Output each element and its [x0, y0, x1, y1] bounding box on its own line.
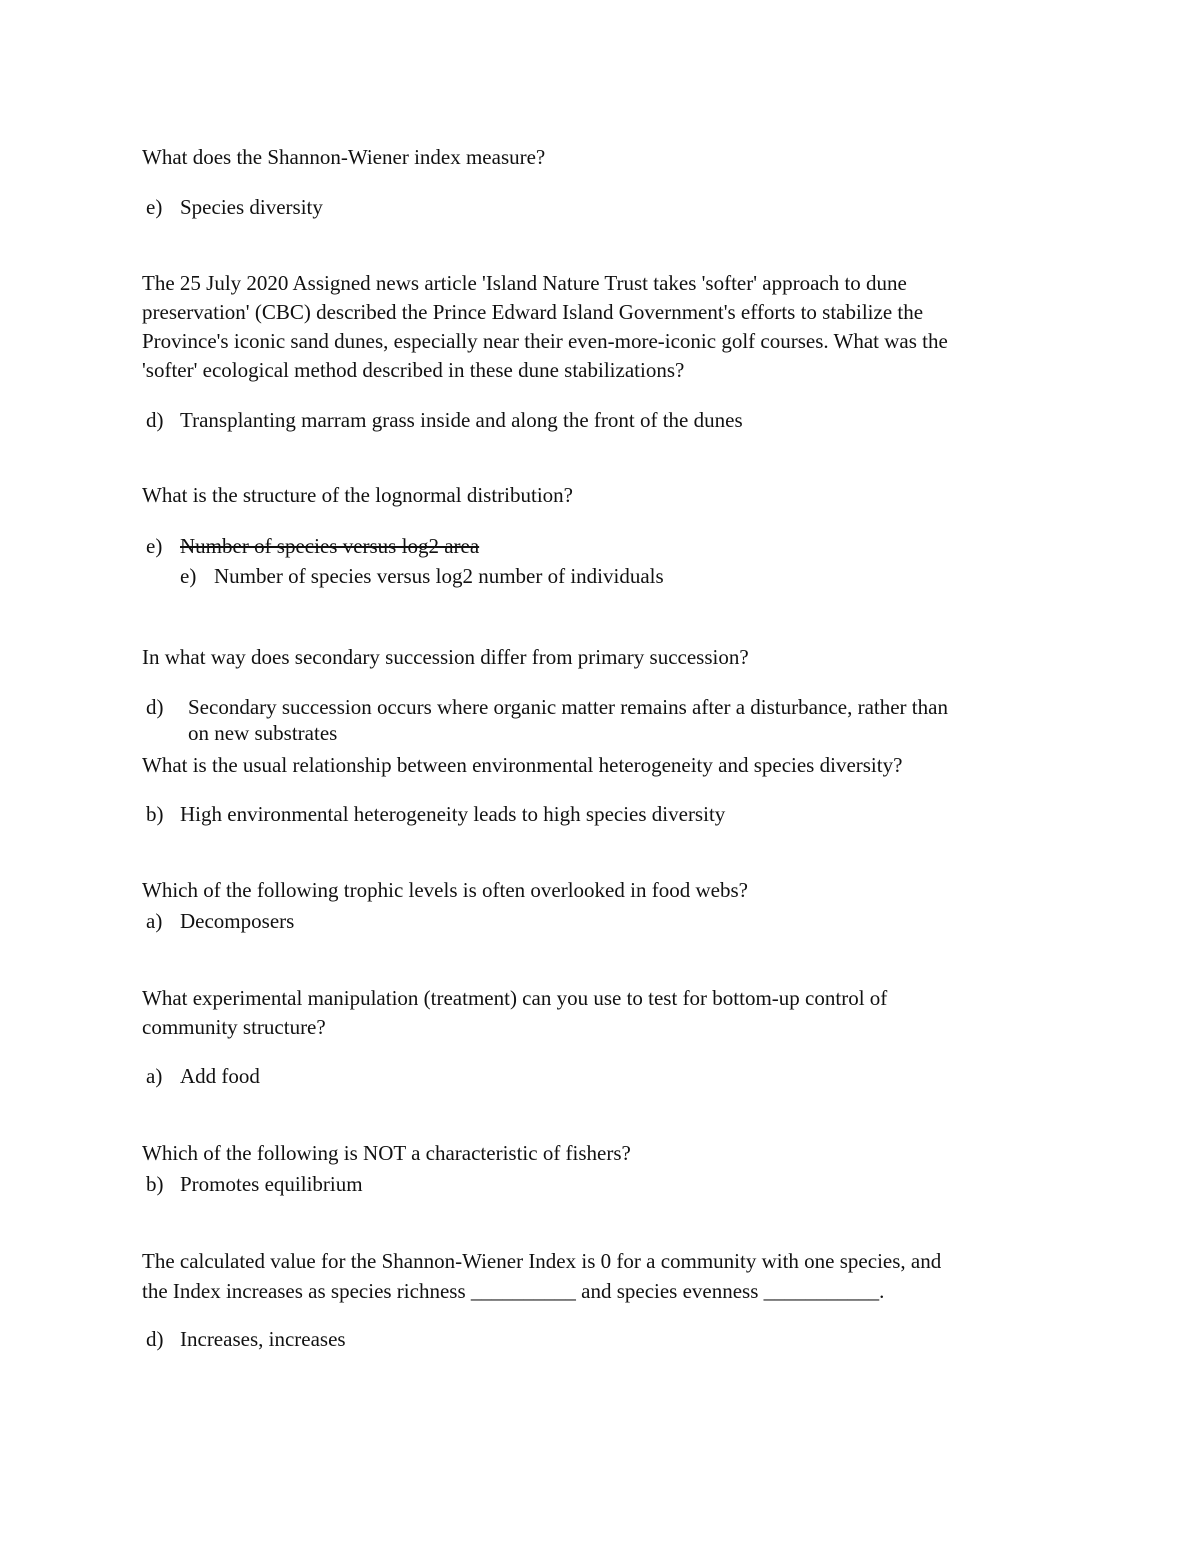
question-text: What is the usual relationship between environmental heterogeneity and species diversity?: [142, 753, 903, 777]
answer-text: Number of species versus log2 area: [180, 534, 480, 558]
answer: [146, 908, 294, 934]
answer-label: d): [146, 1327, 164, 1351]
question-text: community structure?: [142, 1015, 326, 1039]
question-text: What experimental manipulation (treatment) can you use to test for bottom-up control of: [142, 986, 888, 1010]
answer-continuation: on new substrates: [188, 721, 338, 745]
answer-label: a): [146, 1064, 163, 1088]
answer-label: d): [146, 408, 164, 432]
answer-label: e): [146, 534, 163, 558]
question-text: the Index increases as species richness __________ and species evenness ___________.: [142, 1279, 885, 1303]
answer-label: e): [180, 564, 197, 588]
answer: [146, 407, 743, 433]
answer-text: Promotes equilibrium: [180, 1172, 363, 1196]
answer-label: e): [146, 195, 163, 219]
question-text: Province's iconic sand dunes, especially near their even-more-iconic golf courses. What was the: [142, 329, 948, 353]
answer: [146, 1171, 363, 1197]
answer-text: High environmental heterogeneity leads to high species diversity: [180, 802, 726, 826]
answer-label: d): [146, 695, 164, 719]
question-text: The calculated value for the Shannon-Wiener Index is 0 for a community with one species, and: [142, 1249, 942, 1273]
answer: [146, 1063, 260, 1089]
answer: [146, 194, 323, 220]
question-text: In what way does secondary succession differ from primary succession?: [142, 645, 749, 669]
answer: [146, 801, 725, 827]
answer: [146, 1326, 346, 1352]
answer-text: Increases, increases: [180, 1327, 346, 1351]
answer-label: b): [146, 802, 164, 826]
struck-answer: [146, 533, 479, 559]
question-text: The 25 July 2020 Assigned news article 'Island Nature Trust takes 'softer' approach to dune: [142, 271, 907, 295]
answer-label: a): [146, 909, 163, 933]
question-text: What does the Shannon-Wiener index measure?: [142, 145, 546, 169]
question-text: Which of the following trophic levels is often overlooked in food webs?: [142, 878, 748, 902]
answer-text: Transplanting marram grass inside and along the front of the dunes: [180, 408, 743, 432]
question-text: 'softer' ecological method described in these dune stabilizations?: [142, 358, 685, 382]
answer-text: Secondary succession occurs where organic matter remains after a disturbance, rather than: [188, 695, 948, 719]
question-text: What is the structure of the lognormal distribution?: [142, 483, 573, 507]
question-text: preservation' (CBC) described the Prince Edward Island Government's efforts to stabilize the: [142, 300, 924, 324]
answer-text: Add food: [180, 1064, 260, 1088]
answer: [146, 694, 948, 720]
question-text: Which of the following is NOT a characteristic of fishers?: [142, 1141, 631, 1165]
answer-text: Species diversity: [180, 195, 323, 219]
answer-label: b): [146, 1172, 164, 1196]
answer-text: Decomposers: [180, 909, 295, 933]
answer: [180, 563, 664, 589]
answer-text: Number of species versus log2 number of individuals: [214, 564, 664, 588]
